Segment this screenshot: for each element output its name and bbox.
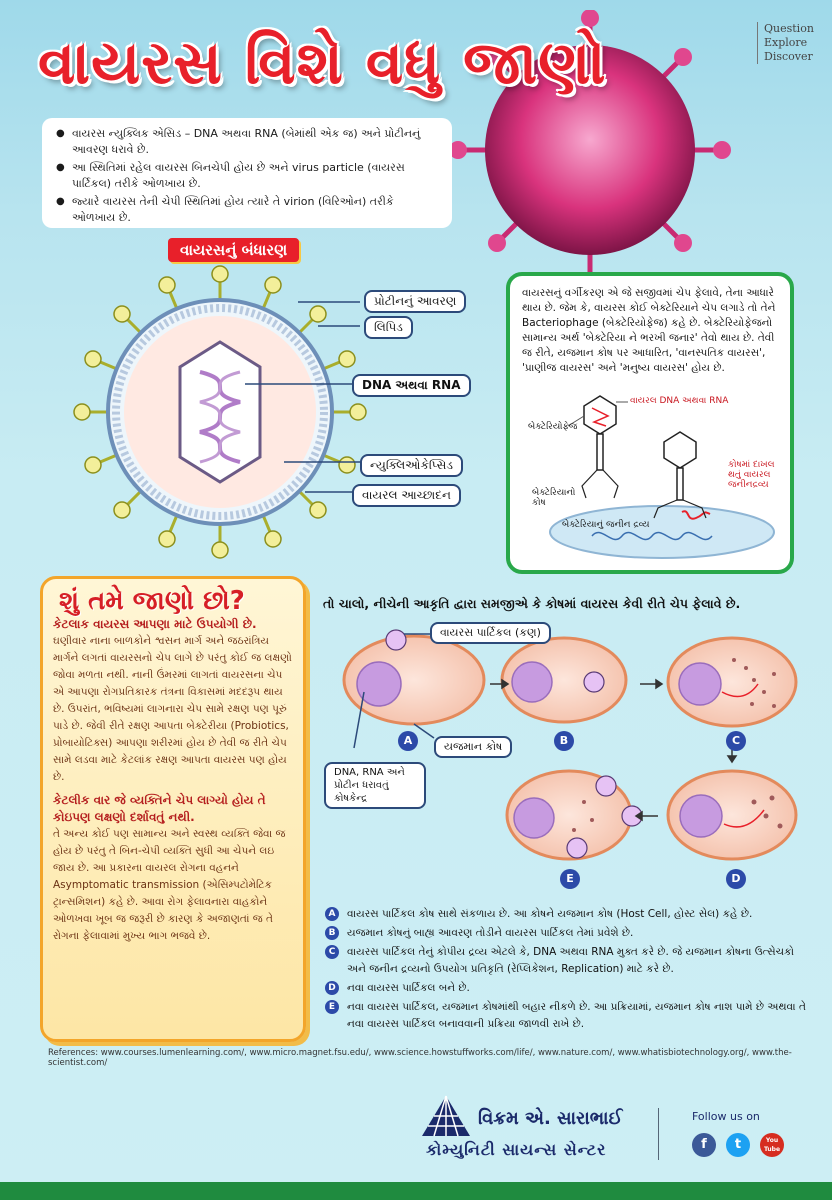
step-text: યજમાન કોષનું બાહ્ય આવરણ તોડીને વાયરસ પાર્ટિકલ તેમાં પ્રવેશે છે.: [347, 927, 634, 939]
did-you-know-box: [40, 576, 306, 1042]
step-badge: B: [325, 926, 339, 940]
references: References: www.courses.lumenlearning.com/, www.micro.magnet.fsu.edu/, www.science.howstuffworks.com/life/, www.nature.com/, www.whatisbiotechnology.org/, www.the-scientist.com/: [48, 1048, 792, 1068]
label-virus-particle: વાયરસ પાર્ટિકલ (કણ): [430, 622, 551, 644]
step-marker: C: [726, 731, 746, 751]
step-text: વાયરસ પાર્ટિકલ કોષ સાથે સંકળાય છે. આ કોષને યજમાન કોષ (Host Cell, હોસ્ટ સેલ) કહે છે.: [347, 908, 753, 920]
step-row: [325, 944, 815, 978]
follow-us-label: Follow us on: [692, 1110, 760, 1123]
tagline-explore: Explore: [764, 36, 808, 49]
label-dna-rna: DNA અથવા RNA: [352, 374, 471, 397]
label-injected-genome: કોષમાં દાખલ થતું વાયરલ જનીનદ્રવ્ય: [728, 460, 775, 490]
page-title: વાયરસ વિશે વધુ જાણો: [38, 28, 607, 98]
virus-structure-diagram: [70, 262, 370, 562]
intro-bullet: ● વાયરસ ન્યુક્લિક એસિડ – DNA અથવા RNA (બેમાંથી એક જ) અને પ્રોટીનનું આવરણ ધરાવે છે.: [54, 126, 440, 158]
label-bacteriophage: બેક્ટેરિયોફેજ: [528, 422, 578, 432]
step-row: [325, 925, 815, 942]
infection-diagram: [334, 620, 824, 896]
footer-divider: [658, 1108, 659, 1160]
step-text: નવા વાયરસ પાર્ટિકલ બને છે.: [347, 982, 470, 994]
facebook-icon[interactable]: f: [692, 1133, 716, 1157]
footer-bar: [0, 1182, 832, 1200]
label-nucleocapsid: ન્યુક્લિઓકેપ્સિડ: [360, 454, 463, 477]
step-badge: A: [325, 907, 339, 921]
did-you-know-title: શું તમે જાણો છો?: [59, 586, 245, 616]
step-row: [325, 980, 815, 997]
label-viral-envelope: વાયરલ આચ્છાદન: [352, 484, 461, 507]
tagline-discover: Discover: [764, 50, 813, 63]
org-name-line-2: કોમ્યુનિટી સાયન્સ સેન્ટર: [426, 1140, 607, 1159]
step-marker: A: [398, 731, 418, 751]
did-you-know-paragraph-1: ઘણીવાર નાના બાળકોને શ્વસન માર્ગ અને જઠરાંત્રિય માર્ગને લગતાં વાયરસનો ચેપ લાગે છે પરંતુ કોઈ જ લક્ષણો જોવા મળતા નથી. નાની ઉંમરમાં લાગતાં વાયરસના ચેપ એ આપણા રોગપ્રતિકારક તંત્રના વિકાસમાં મદદરૂપ થાય છે. ઉપરાંત, ભવિષ્યમાં લાગનારા ચેપ સામે રક્ષણ પણ પૂરું પાડે છે. જેવી રીતે રક્ષણ આપતા બેક્ટેરીયા (Probiotics, પ્રોબાયોટિક્સ) આપણા શરીરમાં હોય છે તેવી જ રીતે ચેપ સામે લડવા માટે કેટલાંક રક્ષણ આપતા વાયરસ પણ હોય છે.: [53, 635, 292, 783]
org-logo-icon: [420, 1094, 472, 1138]
step-badge: D: [325, 981, 339, 995]
step-text: નવા વાયરસ પાર્ટિકલ, યજમાન કોષમાંથી બહાર નીકળે છે. આ પ્રક્રિયામાં, યજમાન કોષ નાશ પામે છે અથવા તે નવા વાયરસ પાર્ટિકલ બનાવવાની પ્રક્રિયા જાળવી રાખે છે.: [347, 1001, 806, 1030]
step-marker: B: [554, 731, 574, 751]
intro-box: [42, 118, 452, 228]
label-protein-coat: પ્રોટીનનું આવરણ: [364, 290, 466, 313]
classification-text: વાયરસનું વર્ગીકરણ એ જે સજીવમાં ચેપ ફેલાવે, તેના આધારે થાય છે. જેમ કે, વાયરસ કોઈ બેક્ટેરિયાને ચેપ લગાડે તો તેને Bacteriophage (બેક્ટેરિયોફેજ) કહે છે. બેક્ટેરિયોફેજનો સામાન્ય અર્થ 'બેક્ટેરિયા ને ભરખી જનાર' તેવો થાય છે. તેવી જ રીતે, યજમાન કોષ પર આધારિત, 'વાનસ્પતિક વાયરસ', 'પ્રાણીજ વાયરસ' અને 'મનુષ્ય વાયરસ' હોય છે.: [522, 287, 776, 374]
youtube-icon[interactable]: You Tube: [760, 1133, 784, 1157]
twitter-icon[interactable]: t: [726, 1133, 750, 1157]
intro-bullet: ● આ સ્થિતિમાં રહેલ વાયરસ બિનચેપી હોય છે અને virus particle (વાયરસ પાર્ટિકલ) તરીકે ઓળખાય છે.: [54, 160, 440, 192]
did-you-know-heading-1: કેટલાક વાયરસ આપણા માટે ઉપયોગી છે.: [53, 617, 257, 631]
steps-list: [325, 906, 815, 1035]
step-text: વાયરસ પાર્ટિકલ તેનું કોપીય દ્રવ્ય એટલે કે, DNA અથવા RNA મુક્ત કરે છે. જે યજમાન કોષના ઉત્સેચકો અને જનીન દ્રવ્યનો ઉપયોગ પ્રતિકૃતિ (રેપ્લિકેશન, Replication) માટે કરે છે.: [347, 946, 795, 975]
step-row: [325, 906, 815, 923]
label-host-cell: યજમાન કોષ: [434, 736, 512, 758]
step-marker: D: [726, 869, 746, 889]
label-lipid: લિપિડ: [364, 316, 413, 339]
intro-bullet: ● જ્યારે વાયરસ તેની ચેપી સ્થિતિમાં હોય ત્યારે તે virion (વિરિઓન) તરીકે ઓળખાય છે.: [54, 194, 440, 226]
did-you-know-heading-2: કેટલીક વાર જે વ્યક્તિને ચેપ લાગ્યો હોય તે કોઇપણ લક્ષણો દર્શાવતું નથી.: [53, 793, 266, 824]
did-you-know-paragraph-2: તે અન્ય કોઈ પણ સામાન્ય અને સ્વસ્થ વ્યક્તિ જેવા જ હોય છે પરંતુ તે બિન-ચેપી વ્યક્તિ સુધી આ ચેપને લઇ જાય છે. આ પ્રકારના વાયરલ રોગના વહનને Asymptomatic transmission (એસિમ્પટોમેટિક ટ્રાન્સમિશન) કહે છે. આવા રોગ ફેલાવનારા વાહકોને ઓળખવા ખૂબ જ જરૂરી છે કારણ કે અજાણતાં જ તે રોગના ફેલાવામાં મુખ્ય ભાગ ભજવે છે.: [53, 828, 286, 942]
step-badge: E: [325, 1000, 339, 1014]
tagline: [757, 22, 814, 64]
step-marker: E: [560, 869, 580, 889]
org-name-line-1: વિક્રમ એ. સારાભાઈ: [478, 1108, 623, 1129]
step-badge: C: [325, 945, 339, 959]
infection-intro: તો ચાલો, નીચેની આકૃતિ દ્વારા સમજીએ કે કોષમાં વાયરસ કેવી રીતે ચેપ ફેલાવે છે.: [323, 596, 741, 611]
structure-title: વાયરસનું બંધારણ: [168, 238, 299, 262]
step-row: [325, 999, 815, 1033]
label-nucleus: DNA, RNA અને પ્રોટીન ધરાવતું કોષકેન્દ્ર: [324, 762, 426, 809]
label-bacterial-cell: બેક્ટેરિયાનો કોષ: [532, 488, 576, 508]
label-bacterial-genome: બેક્ટેરિયાનું જનીન દ્રવ્ય: [562, 520, 650, 530]
tagline-question: Question: [764, 22, 814, 35]
label-viral-dna: વાયરલ DNA અથવા RNA: [630, 396, 729, 406]
